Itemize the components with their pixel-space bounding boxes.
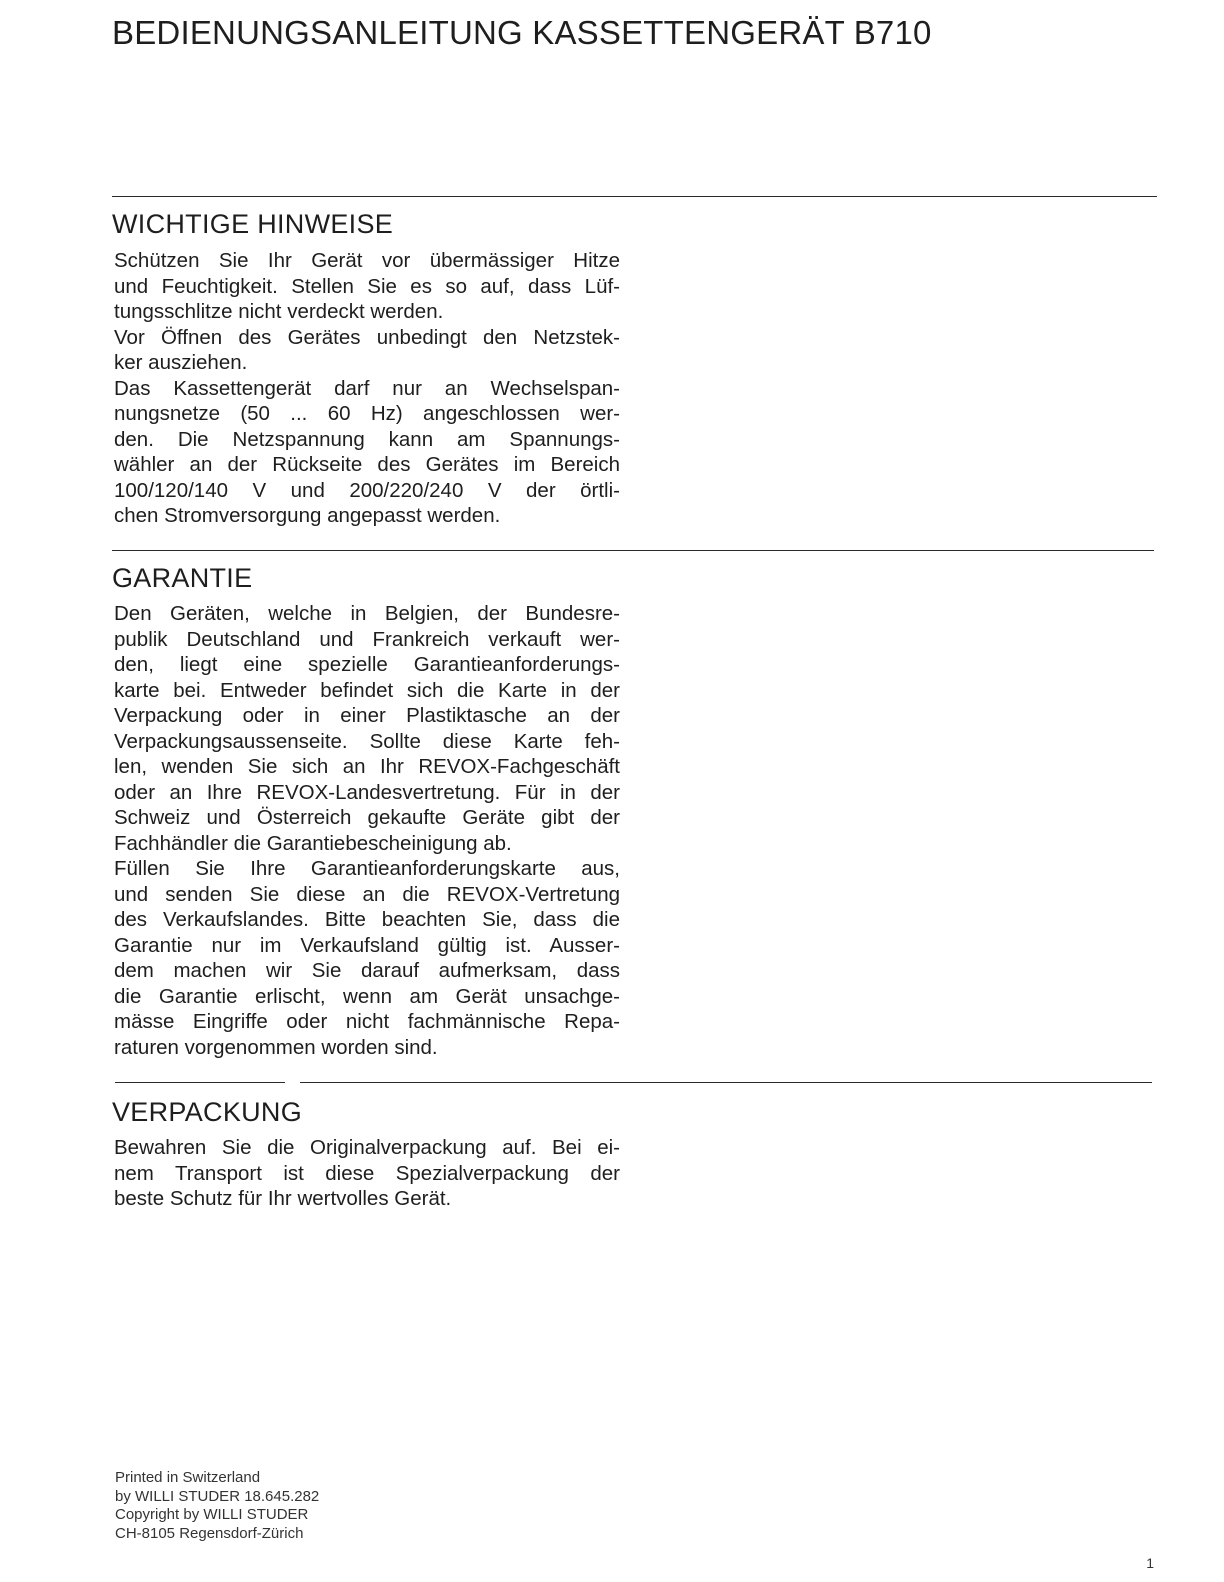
text-line: publik Deutschland und Frankreich verkauft wer- — [114, 627, 620, 651]
section-divider — [112, 550, 1154, 551]
text-line: dem machen wir Sie darauf aufmerksam, dass — [114, 959, 620, 982]
text-line: Bewahren Sie die Originalverpackung auf. Bei ei- — [114, 1136, 620, 1159]
text-line: des Verkaufslandes. Bitte beachten Sie, dass die — [114, 908, 620, 931]
text-line: die Garantie erlischt, wenn am Gerät unsachge- — [114, 984, 620, 1008]
text-line: Vor Öffnen des Gerätes unbedingt den Netzstek- — [114, 325, 620, 349]
imprint-line: CH-8105 Regensdorf-Zürich — [115, 1524, 304, 1542]
text-line: Verpackung oder in einer Plastiktasche an der — [114, 704, 620, 727]
text-line: ker ausziehen. — [114, 351, 248, 374]
text-line: len, wenden Sie sich an Ihr REVOX-Fachgeschäft — [114, 755, 620, 778]
text-line: den, liegt eine spezielle Garantieanforderungs- — [114, 653, 620, 676]
text-line: 100/120/140 V und 200/220/240 V der örtli- — [114, 478, 620, 502]
section-heading-verpackung: VERPACKUNG — [112, 1097, 303, 1127]
section-divider — [115, 1082, 285, 1083]
text-line: Garantie nur im Verkaufsland gültig ist. Ausser- — [114, 933, 620, 957]
text-line: den. Die Netzspannung kann am Spannungs- — [114, 427, 620, 451]
section-divider — [112, 196, 1157, 197]
text-line: Verpackungsaussenseite. Sollte diese Karte feh- — [114, 729, 620, 753]
imprint — [115, 1469, 319, 1543]
page-number: 1 — [1146, 1555, 1154, 1571]
text-line: nem Transport ist diese Spezialverpackung der — [114, 1161, 620, 1185]
text-line: karte bei. Entweder befindet sich die Karte in der — [114, 678, 620, 702]
text-line: und Feuchtigkeit. Stellen Sie es so auf, dass Lüf- — [114, 274, 620, 298]
section-body-garantie — [114, 601, 620, 1060]
text-line: Das Kassettengerät darf nur an Wechselspan- — [114, 376, 620, 400]
text-line: Füllen Sie Ihre Garantieanforderungskarte aus, — [114, 857, 620, 880]
text-line: tungsschlitze nicht verdeckt werden. — [114, 300, 444, 323]
text-line: Fachhändler die Garantiebescheinigung ab. — [114, 831, 512, 855]
section-heading-garantie: GARANTIE — [112, 563, 253, 593]
imprint-line: Printed in Switzerland — [115, 1469, 261, 1486]
text-line: beste Schutz für Ihr wertvolles Gerät. — [114, 1187, 452, 1210]
imprint-line: by WILLI STUDER 18.645.282 — [115, 1487, 320, 1505]
text-line: raturen vorgenommen worden sind. — [114, 1035, 438, 1059]
text-line: nungsnetze (50 ... 60 Hz) angeschlossen wer- — [114, 402, 620, 425]
text-line: und senden Sie diese an die REVOX-Vertretung — [114, 882, 620, 906]
imprint-line: Copyright by WILLI STUDER — [115, 1506, 309, 1523]
section-divider — [300, 1082, 1152, 1083]
document-title: BEDIENUNGSANLEITUNG KASSETTENGERÄT B710 — [112, 14, 932, 51]
section-heading-wichtige-hinweise: WICHTIGE HINWEISE — [112, 209, 394, 239]
text-line: wähler an der Rückseite des Gerätes im Bereich — [114, 453, 620, 476]
text-line: mässe Eingriffe oder nicht fachmännische Repa- — [114, 1010, 620, 1033]
section-body-verpackung — [114, 1135, 620, 1212]
text-line: Den Geräten, welche in Belgien, der Bundesre- — [114, 602, 620, 625]
text-line: chen Stromversorgung angepasst werden. — [114, 504, 501, 527]
text-line: Schützen Sie Ihr Gerät vor übermässiger Hitze — [114, 249, 620, 272]
text-line: Schweiz und Österreich gekaufte Geräte gibt der — [114, 806, 620, 829]
section-body-wichtige-hinweise — [114, 248, 620, 529]
text-line: oder an Ihre REVOX-Landesvertretung. Für in der — [114, 780, 620, 804]
